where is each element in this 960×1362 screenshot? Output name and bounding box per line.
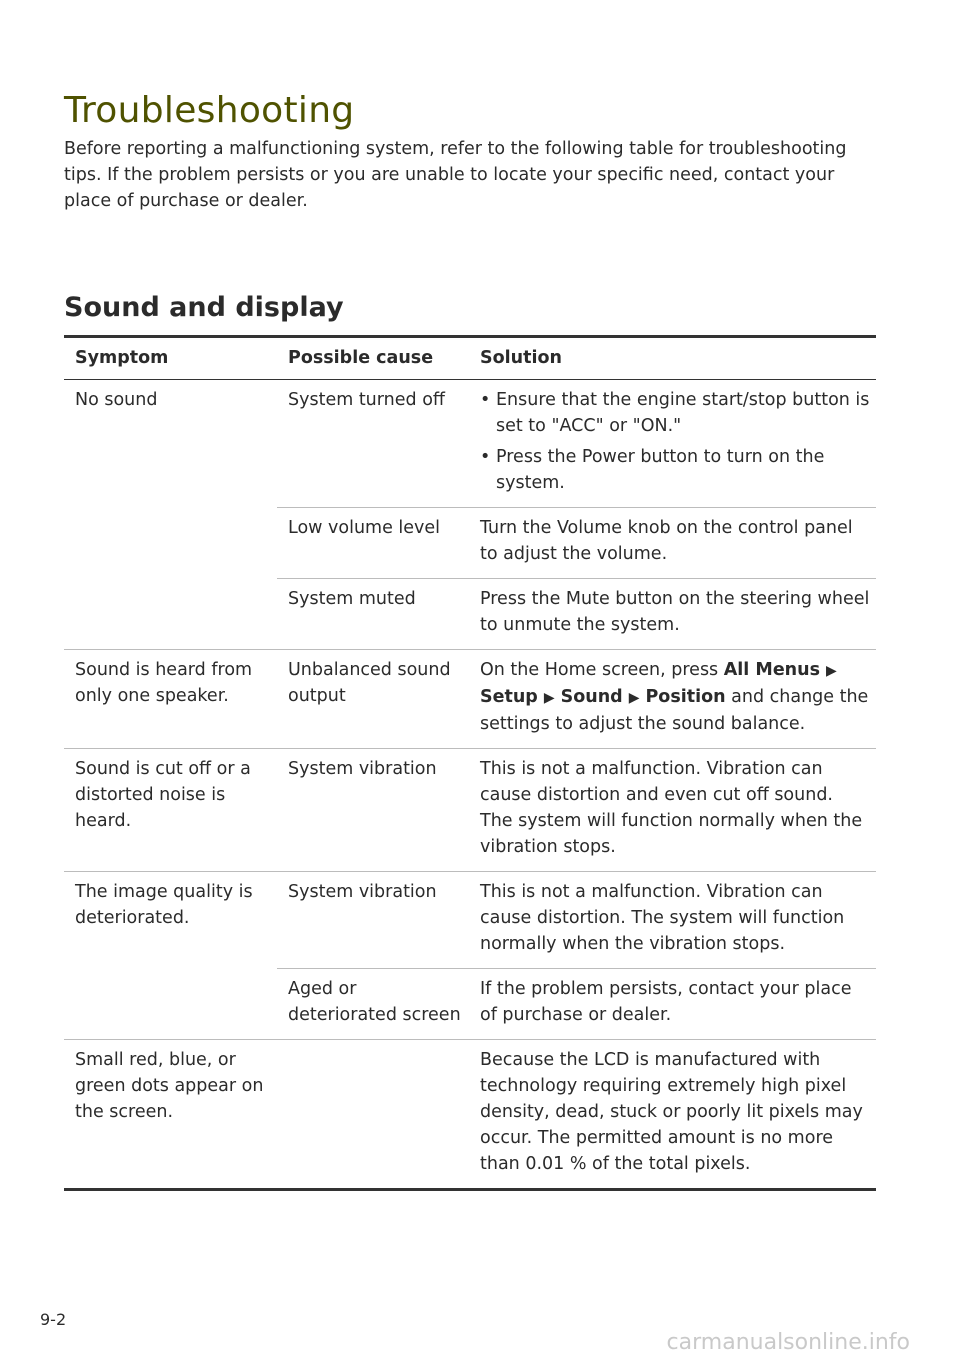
menu-path-sound: Sound — [560, 687, 623, 707]
cause-cell: Low volume level — [277, 508, 469, 579]
table-header-row — [64, 337, 876, 380]
troubleshooting-table — [64, 335, 876, 1191]
list-item — [480, 444, 870, 496]
symptom-cell: Sound is cut off or a distorted noise is heard. — [64, 749, 277, 872]
cause-cell: System vibration — [277, 872, 469, 969]
solution-cell: Turn the Volume knob on the control panel to adjust the volume. — [469, 508, 876, 579]
solution-cell — [469, 650, 876, 749]
page-title: Troubleshooting — [64, 90, 355, 132]
table-row — [64, 650, 876, 749]
menu-path-setup: Setup — [480, 687, 538, 707]
bullet-text: Press the Power button to turn on the system. — [496, 447, 825, 493]
header-solution: Solution — [469, 337, 876, 380]
page-number: 9-2 — [40, 1310, 67, 1329]
solution-bullet-list — [480, 387, 870, 496]
bullet-text: Ensure that the engine start/stop button is set to "ACC" or "ON." — [496, 390, 870, 436]
solution-cell: If the problem persists, contact your place of purchase or dealer. — [469, 969, 876, 1040]
symptom-cell: Small red, blue, or green dots appear on the screen. — [64, 1040, 277, 1190]
cause-cell: System muted — [277, 579, 469, 650]
cause-cell — [277, 1040, 469, 1190]
section-title: Sound and display — [64, 292, 344, 324]
symptom-cell: The image quality is deteriorated. — [64, 872, 277, 1040]
bullet-icon: • — [480, 447, 491, 467]
solution-text: On the Home screen, press — [480, 660, 719, 680]
cause-cell: System turned off — [277, 380, 469, 508]
intro-paragraph: Before reporting a malfunctioning system, refer to the following table for troubleshooting tips. If the problem persists or you are unable to locate your specific need, contact your place of purchase or dealer. — [64, 139, 847, 211]
bullet-icon: • — [480, 390, 491, 410]
solution-cell: This is not a malfunction. Vibration can cause distortion. The system will function normally when the vibration stops. — [469, 872, 876, 969]
symptom-cell: No sound — [64, 380, 277, 650]
table-row — [64, 380, 876, 508]
header-symptom: Symptom — [64, 337, 277, 380]
solution-cell — [469, 380, 876, 508]
header-possible-cause: Possible cause — [277, 337, 469, 380]
table-row — [64, 872, 876, 969]
solution-text: and change the settings to adjust the sound balance. — [480, 687, 869, 734]
arrow-right-icon: ▶ — [826, 663, 837, 679]
list-item — [480, 387, 870, 439]
menu-path-all-menus: All Menus — [723, 660, 821, 680]
cause-cell: Unbalanced sound output — [277, 650, 469, 749]
solution-cell: Press the Mute button on the steering wheel to unmute the system. — [469, 579, 876, 650]
table-row — [64, 749, 876, 872]
table-row — [64, 1040, 876, 1190]
watermark: carmanualsonline.info — [666, 1330, 910, 1355]
cause-cell: Aged or deteriorated screen — [277, 969, 469, 1040]
arrow-right-icon: ▶ — [628, 690, 640, 706]
arrow-right-icon: ▶ — [543, 690, 555, 706]
cause-cell: System vibration — [277, 749, 469, 872]
symptom-cell: Sound is heard from only one speaker. — [64, 650, 277, 749]
solution-cell: This is not a malfunction. Vibration can cause distortion and even cut off sound. The system will function normally when the vibration stops. — [469, 749, 876, 872]
menu-path-position: Position — [645, 687, 726, 707]
solution-cell: Because the LCD is manufactured with technology requiring extremely high pixel density, dead, stuck or poorly lit pixels may occur. The permitted amount is no more than 0.01 % of the total pixels. — [469, 1040, 876, 1190]
